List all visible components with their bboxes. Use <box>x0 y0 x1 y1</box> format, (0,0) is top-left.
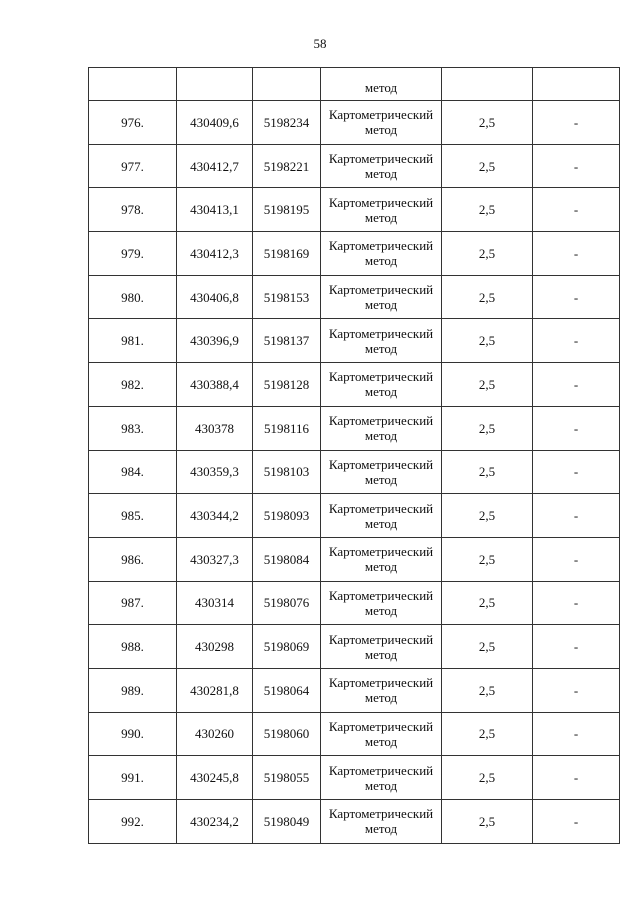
point-number-cell: 987. <box>89 581 177 625</box>
continuation-num-cell <box>89 68 177 101</box>
accuracy-cell: 2,5 <box>442 406 533 450</box>
point-number-cell: 989. <box>89 668 177 712</box>
table-row <box>89 406 620 450</box>
method-line-1: Картометрический <box>328 413 434 429</box>
y-coordinate-cell: 5198116 <box>253 406 321 450</box>
point-number-cell: 979. <box>89 232 177 276</box>
y-coordinate-cell: 5198049 <box>253 800 321 844</box>
method-cell <box>321 712 442 756</box>
y-coordinate-cell: 5198069 <box>253 625 321 669</box>
note-cell: - <box>533 537 620 581</box>
y-coordinate-cell: 5198093 <box>253 494 321 538</box>
method-line-1: Картометрический <box>328 587 434 603</box>
method-line-2: метод <box>364 471 398 487</box>
table-row <box>89 275 620 319</box>
x-coordinate-cell: 430234,2 <box>177 800 253 844</box>
method-line-1: Картометрический <box>328 151 434 167</box>
table-row <box>89 101 620 145</box>
method-line-1: Картометрический <box>328 544 434 560</box>
method-line-1: Картометрический <box>328 107 434 123</box>
point-number-cell: 985. <box>89 494 177 538</box>
note-cell: - <box>533 625 620 669</box>
x-coordinate-cell: 430406,8 <box>177 275 253 319</box>
note-cell: - <box>533 712 620 756</box>
method-line-1: Картометрический <box>328 238 434 254</box>
method-line-2: метод <box>364 297 398 313</box>
y-coordinate-cell: 5198103 <box>253 450 321 494</box>
accuracy-cell: 2,5 <box>442 668 533 712</box>
x-coordinate-cell: 430388,4 <box>177 363 253 407</box>
accuracy-cell: 2,5 <box>442 319 533 363</box>
method-line-2: метод <box>364 733 398 749</box>
y-coordinate-cell: 5198137 <box>253 319 321 363</box>
x-coordinate-cell: 430344,2 <box>177 494 253 538</box>
point-number-cell: 991. <box>89 756 177 800</box>
x-coordinate-cell: 430314 <box>177 581 253 625</box>
y-coordinate-cell: 5198128 <box>253 363 321 407</box>
method-line-1: Картометрический <box>328 718 434 734</box>
note-cell: - <box>533 275 620 319</box>
method-line-1: Картометрический <box>328 194 434 210</box>
method-line-2: метод <box>364 166 398 182</box>
point-number-cell: 992. <box>89 800 177 844</box>
y-coordinate-cell: 5198169 <box>253 232 321 276</box>
method-line-2: метод <box>364 122 398 138</box>
y-coordinate-cell: 5198153 <box>253 275 321 319</box>
point-number-cell: 976. <box>89 101 177 145</box>
method-cell <box>321 581 442 625</box>
method-cell <box>321 625 442 669</box>
accuracy-cell: 2,5 <box>442 756 533 800</box>
point-number-cell: 981. <box>89 319 177 363</box>
x-coordinate-cell: 430359,3 <box>177 450 253 494</box>
x-coordinate-cell: 430378 <box>177 406 253 450</box>
method-cell <box>321 406 442 450</box>
continuation-y-cell <box>253 68 321 101</box>
method-line-1: Картометрический <box>328 456 434 472</box>
accuracy-cell: 2,5 <box>442 712 533 756</box>
table-row <box>89 363 620 407</box>
x-coordinate-cell: 430298 <box>177 625 253 669</box>
table-row <box>89 800 620 844</box>
note-cell: - <box>533 188 620 232</box>
method-line-2: метод <box>364 428 398 444</box>
x-coordinate-cell: 430260 <box>177 712 253 756</box>
accuracy-cell: 2,5 <box>442 144 533 188</box>
method-line-1: Картометрический <box>328 631 434 647</box>
note-cell: - <box>533 101 620 145</box>
method-line-1: Картометрический <box>328 806 434 822</box>
accuracy-cell: 2,5 <box>442 450 533 494</box>
table-row <box>89 668 620 712</box>
accuracy-cell: 2,5 <box>442 275 533 319</box>
method-line-1: Картометрический <box>328 500 434 516</box>
note-cell: - <box>533 319 620 363</box>
note-cell: - <box>533 668 620 712</box>
accuracy-cell: 2,5 <box>442 800 533 844</box>
y-coordinate-cell: 5198076 <box>253 581 321 625</box>
y-coordinate-cell: 5198055 <box>253 756 321 800</box>
method-cell <box>321 319 442 363</box>
accuracy-cell: 2,5 <box>442 101 533 145</box>
note-cell: - <box>533 232 620 276</box>
y-coordinate-cell: 5198060 <box>253 712 321 756</box>
continuation-method-cell: метод <box>321 68 442 101</box>
continuation-note-cell <box>533 68 620 101</box>
accuracy-cell: 2,5 <box>442 625 533 669</box>
note-cell: - <box>533 450 620 494</box>
method-cell <box>321 188 442 232</box>
accuracy-cell: 2,5 <box>442 363 533 407</box>
note-cell: - <box>533 494 620 538</box>
method-line-2: метод <box>364 559 398 575</box>
continuation-row <box>89 68 620 101</box>
method-line-2: метод <box>364 384 398 400</box>
table-row <box>89 625 620 669</box>
y-coordinate-cell: 5198221 <box>253 144 321 188</box>
x-coordinate-cell: 430412,7 <box>177 144 253 188</box>
table-row <box>89 537 620 581</box>
note-cell: - <box>533 144 620 188</box>
method-line-2: метод <box>364 340 398 356</box>
method-cell <box>321 275 442 319</box>
y-coordinate-cell: 5198234 <box>253 101 321 145</box>
accuracy-cell: 2,5 <box>442 232 533 276</box>
method-line-1: Картометрический <box>328 369 434 385</box>
continuation-x-cell <box>177 68 253 101</box>
continuation-accuracy-cell <box>442 68 533 101</box>
note-cell: - <box>533 363 620 407</box>
method-line-2: метод <box>364 253 398 269</box>
method-line-2: метод <box>364 646 398 662</box>
x-coordinate-cell: 430409,6 <box>177 101 253 145</box>
page-number: 58 <box>313 36 327 51</box>
method-line-1: Картометрический <box>328 675 434 691</box>
method-line-1: Картометрический <box>328 282 434 298</box>
method-line-2: метод <box>364 515 398 531</box>
method-line-2: метод <box>364 777 398 793</box>
point-number-cell: 986. <box>89 537 177 581</box>
accuracy-cell: 2,5 <box>442 581 533 625</box>
table-row <box>89 319 620 363</box>
method-cell <box>321 363 442 407</box>
x-coordinate-cell: 430245,8 <box>177 756 253 800</box>
method-cell <box>321 450 442 494</box>
method-cell <box>321 232 442 276</box>
point-number-cell: 978. <box>89 188 177 232</box>
method-cell <box>321 668 442 712</box>
point-number-cell: 982. <box>89 363 177 407</box>
accuracy-cell: 2,5 <box>442 537 533 581</box>
method-line-1: Картометрический <box>328 325 434 341</box>
note-cell: - <box>533 406 620 450</box>
accuracy-cell: 2,5 <box>442 188 533 232</box>
note-cell: - <box>533 581 620 625</box>
coordinates-table <box>88 67 620 844</box>
point-number-cell: 983. <box>89 406 177 450</box>
note-cell: - <box>533 800 620 844</box>
method-line-2: метод <box>364 821 398 837</box>
y-coordinate-cell: 5198195 <box>253 188 321 232</box>
y-coordinate-cell: 5198064 <box>253 668 321 712</box>
table-row <box>89 494 620 538</box>
coordinates-table-body <box>89 68 620 844</box>
table-row <box>89 756 620 800</box>
table-row <box>89 144 620 188</box>
y-coordinate-cell: 5198084 <box>253 537 321 581</box>
method-line-1: Картометрический <box>328 762 434 778</box>
x-coordinate-cell: 430396,9 <box>177 319 253 363</box>
accuracy-cell: 2,5 <box>442 494 533 538</box>
x-coordinate-cell: 430281,8 <box>177 668 253 712</box>
table-row <box>89 188 620 232</box>
table-row <box>89 712 620 756</box>
method-line-2: метод <box>364 602 398 618</box>
method-cell <box>321 494 442 538</box>
method-line-2: метод <box>364 209 398 225</box>
table-row <box>89 581 620 625</box>
table-row <box>89 232 620 276</box>
point-number-cell: 984. <box>89 450 177 494</box>
method-cell <box>321 144 442 188</box>
method-cell <box>321 800 442 844</box>
point-number-cell: 990. <box>89 712 177 756</box>
x-coordinate-cell: 430413,1 <box>177 188 253 232</box>
note-cell: - <box>533 756 620 800</box>
point-number-cell: 988. <box>89 625 177 669</box>
method-cell <box>321 537 442 581</box>
method-cell <box>321 756 442 800</box>
x-coordinate-cell: 430327,3 <box>177 537 253 581</box>
table-row <box>89 450 620 494</box>
point-number-cell: 980. <box>89 275 177 319</box>
method-line-2: метод <box>364 690 398 706</box>
method-cell <box>321 101 442 145</box>
x-coordinate-cell: 430412,3 <box>177 232 253 276</box>
point-number-cell: 977. <box>89 144 177 188</box>
